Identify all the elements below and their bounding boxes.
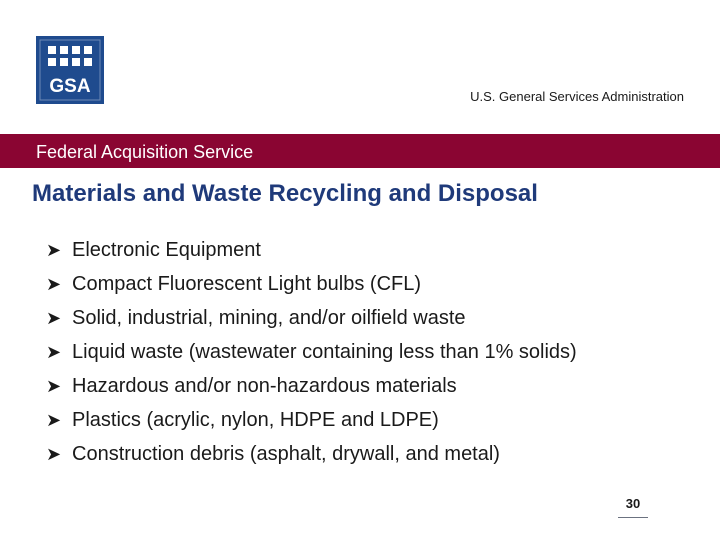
- arrow-bullet-icon: ➤: [46, 240, 62, 260]
- bullet-item: [46, 233, 577, 267]
- bullet-text: Plastics (acrylic, nylon, HDPE and LDPE): [72, 408, 439, 431]
- gsa-logo: [36, 36, 104, 104]
- gsa-logo-mark: [36, 36, 104, 104]
- arrow-bullet-icon: ➤: [46, 444, 62, 464]
- bullet-text: Electronic Equipment: [72, 238, 261, 261]
- arrow-bullet-icon: ➤: [46, 274, 62, 294]
- bullet-text: Hazardous and/or non-hazardous materials: [72, 374, 457, 397]
- agency-name: U.S. General Services Administration: [470, 89, 684, 104]
- section-band: [0, 134, 720, 168]
- arrow-bullet-icon: ➤: [46, 342, 62, 362]
- bullet-text: Compact Fluorescent Light bulbs (CFL): [72, 272, 422, 295]
- bullet-item: [46, 335, 577, 369]
- band-label: Federal Acquisition Service: [36, 142, 254, 162]
- bullet-item: [46, 267, 577, 301]
- bullet-item: [46, 301, 577, 335]
- bullet-text: Solid, industrial, mining, and/or oilfield waste: [72, 306, 466, 329]
- slide-title: Materials and Waste Recycling and Disposal: [32, 180, 538, 207]
- bullet-list: [46, 233, 577, 471]
- logo-text: GSA: [49, 76, 91, 97]
- bullet-item: [46, 437, 577, 471]
- arrow-bullet-icon: ➤: [46, 410, 62, 430]
- page-number: 30: [625, 496, 641, 511]
- bullet-text: Construction debris (asphalt, drywall, and metal): [72, 442, 500, 465]
- bullet-item: [46, 369, 577, 403]
- bullet-item: [46, 403, 577, 437]
- arrow-bullet-icon: ➤: [46, 376, 62, 396]
- bullet-text: Liquid waste (wastewater containing less than 1% solids): [72, 340, 577, 363]
- page-number-rule: [618, 517, 648, 518]
- arrow-bullet-icon: ➤: [46, 308, 62, 328]
